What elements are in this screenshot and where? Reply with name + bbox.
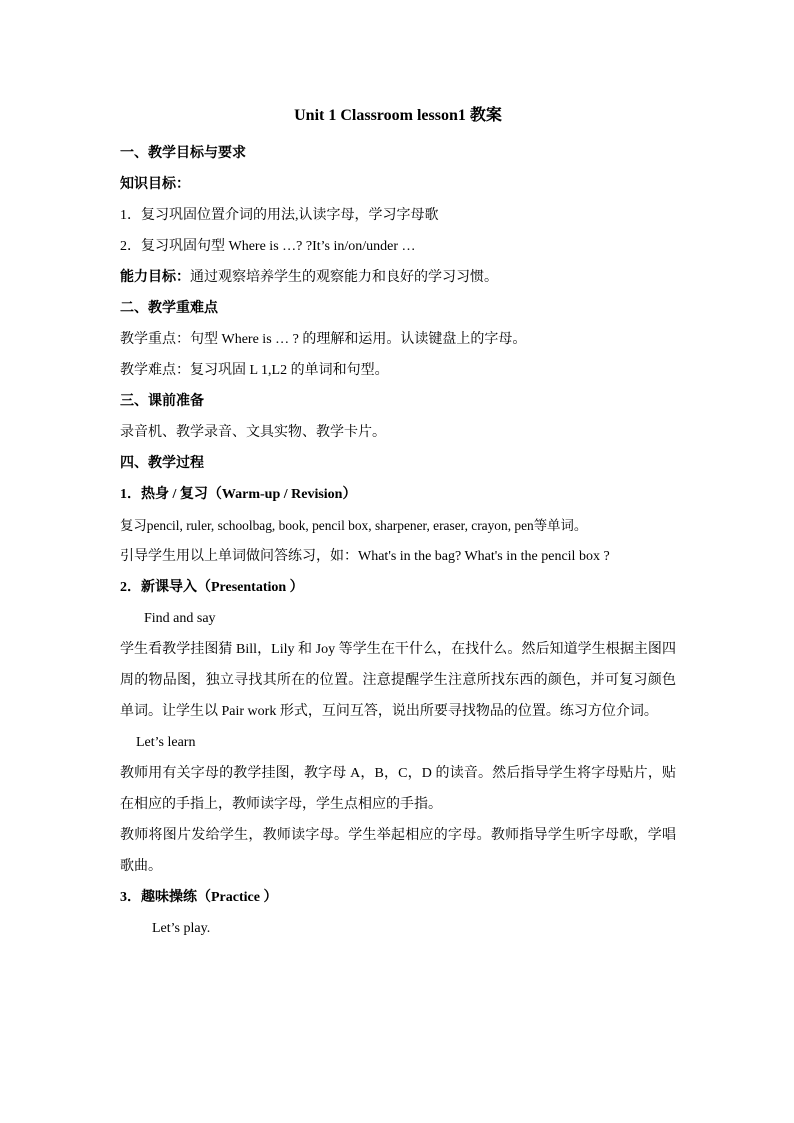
step-1-heading: 1．热身 / 复习（Warm-up / Revision） xyxy=(120,487,357,502)
step-2-paragraph-2: 教师用有关字母的教学挂图，教字母 A，B，C，D 的读音。然后指导学生将字母贴片，贴在相应的手指上，教师读字母，学生点相应的手指。 xyxy=(120,766,676,812)
step-2-paragraph-3: 教师将图片发给学生，教师读字母。学生举起相应的字母。教师指导学生听字母歌，学唱歌曲。 xyxy=(120,828,676,874)
section-heading-preparation: 三、课前准备 xyxy=(120,394,204,409)
step-1-paragraph-2: 引导学生用以上单词做问答练习，如：What's in the bag? What's in the pencil box ? xyxy=(120,549,610,564)
difficult-point-text: 教学难点：复习巩固 L 1,L2 的单词和句型。 xyxy=(120,363,389,378)
step-2-heading: 2．新课导入（Presentation ） xyxy=(120,580,304,595)
knowledge-item-2: 2．复习巩固句型 Where is …? ?It’s in/on/under … xyxy=(120,239,416,254)
document-page xyxy=(120,100,676,944)
step-2-paragraph-1: 学生看教学挂图猜 Bill，Lily 和 Joy 等学生在干什么，在找什么。然后知道学生根据主图四周的物品图，独立寻找其所在的位置。注意提醒学生注意所找东西的颜色，并可复习颜色单词。让学生以 Pair work 形式，互问互答，说出所要寻找物品的位置。练习方位介词。 xyxy=(120,642,676,719)
ability-objective-label: 能力目标： xyxy=(120,270,190,285)
ability-objective xyxy=(120,262,676,293)
preparation-text: 录音机、教学录音、文具实物、教学卡片。 xyxy=(120,425,386,440)
ability-objective-text: 通过观察培养学生的观察能力和良好的学习习惯。 xyxy=(190,270,498,285)
step-3-heading: 3．趣味操练（Practice ） xyxy=(120,890,278,905)
knowledge-objective-label: 知识目标： xyxy=(120,177,190,192)
lets-learn-label: Let’s learn xyxy=(136,735,196,750)
lets-play-label: Let’s play. xyxy=(152,921,211,936)
step-1-paragraph-1: 复习pencil, ruler, schoolbag, book, pencil box, sharpener, eraser, crayon, pen等单词。 xyxy=(120,518,588,533)
find-and-say-label: Find and say xyxy=(144,611,216,626)
document-title: Unit 1 Classroom lesson1 教案 xyxy=(294,107,502,124)
knowledge-item-1: 1．复习巩固位置介词的用法,认读字母，学习字母歌 xyxy=(120,208,439,223)
section-heading-objectives: 一、教学目标与要求 xyxy=(120,146,246,161)
section-heading-key-points: 二、教学重难点 xyxy=(120,301,218,316)
section-heading-process: 四、教学过程 xyxy=(120,456,204,471)
key-point-text: 教学重点：句型 Where is … ? 的理解和运用。认读键盘上的字母。 xyxy=(120,332,527,347)
